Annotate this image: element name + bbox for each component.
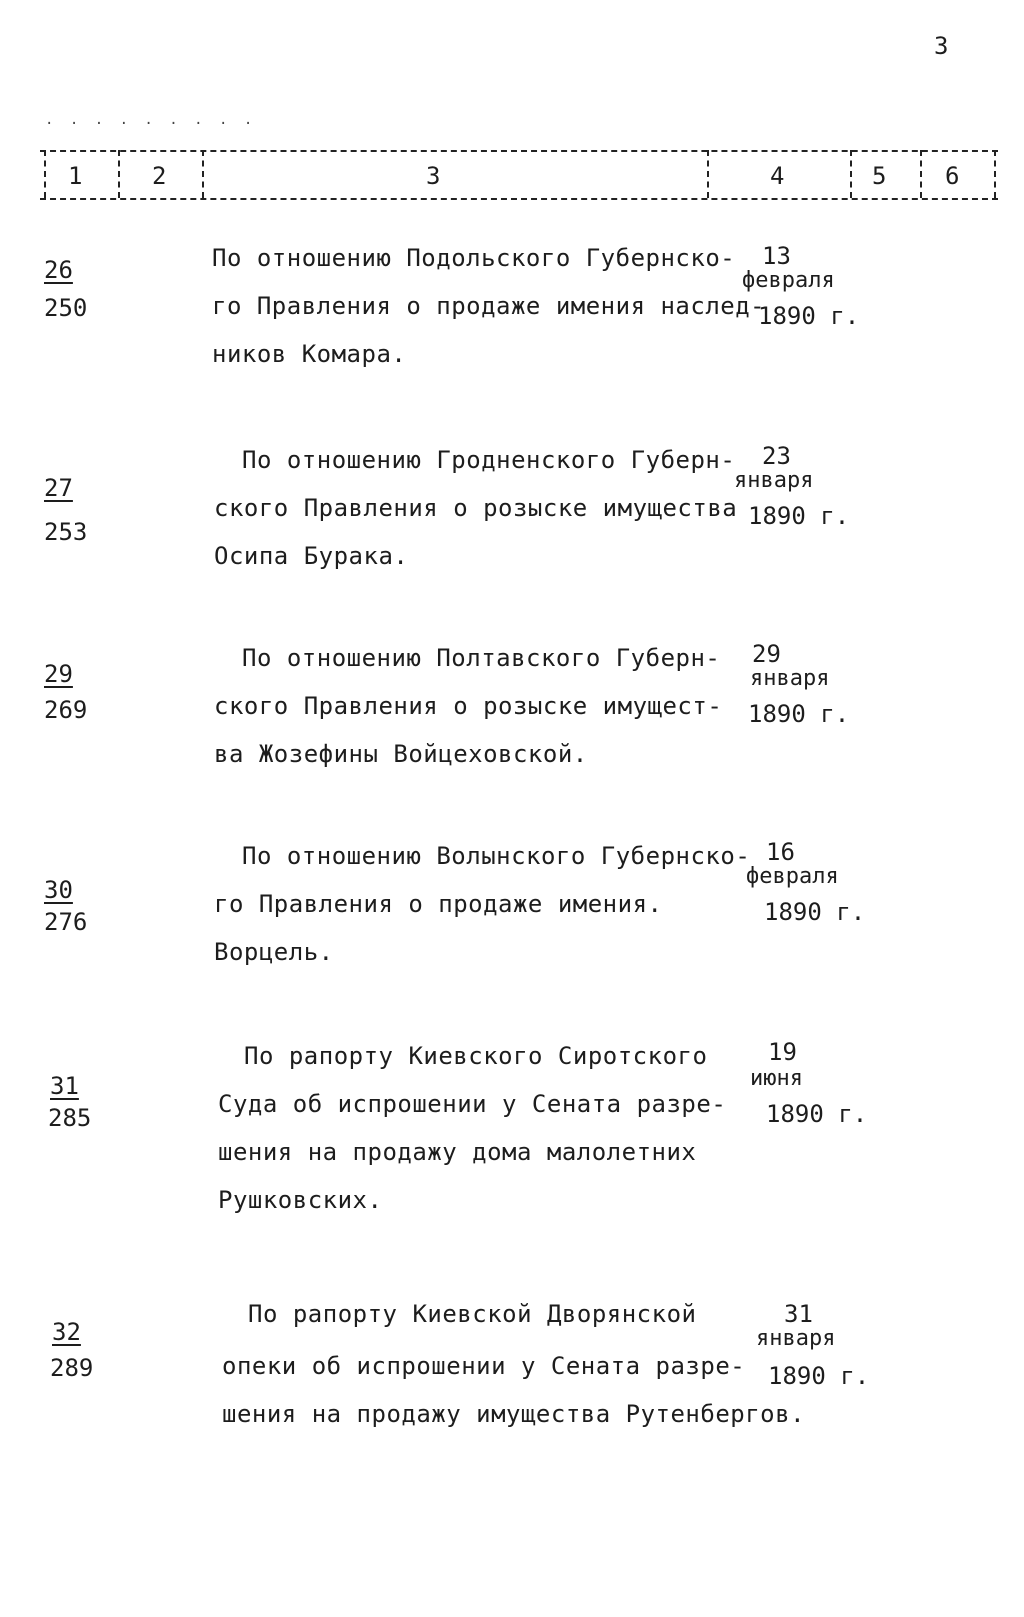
entry-sheet-number: 253 bbox=[44, 518, 88, 546]
entry-text-line: ского Правления о розыске имущест- bbox=[214, 692, 723, 720]
entry-date-day: 23 bbox=[762, 442, 791, 470]
entry-date-year: 1890 г. bbox=[768, 1362, 870, 1390]
entry-number: 30 bbox=[44, 876, 73, 904]
header-separator bbox=[707, 150, 709, 198]
entry-date-day: 19 bbox=[768, 1038, 797, 1066]
entry-date-day: 16 bbox=[766, 838, 795, 866]
header-separator bbox=[118, 150, 120, 198]
entry-text-line: опеки об испрошении у Сената разре- bbox=[222, 1352, 746, 1380]
header-separator bbox=[202, 150, 204, 198]
header-bottom-rule bbox=[40, 198, 998, 200]
entry-text-line: По отношению Полтавского Губерн- bbox=[242, 644, 721, 672]
entry-number: 27 bbox=[44, 474, 73, 502]
entry-text-line: го Правления о продаже имения наслед- bbox=[212, 292, 766, 320]
entry-text-line: Рушковских. bbox=[218, 1186, 383, 1214]
entry-date-month: февраля bbox=[742, 268, 835, 293]
entry-text-line: По рапорту Киевского Сиротского bbox=[244, 1042, 708, 1070]
column-header-2: 2 bbox=[152, 162, 167, 190]
column-header-5: 5 bbox=[872, 162, 887, 190]
entry-text-line: ников Комара. bbox=[212, 340, 407, 368]
entry-text-line: По отношению Волынского Губернско- bbox=[242, 842, 751, 870]
entry-sheet-number: 276 bbox=[44, 908, 88, 936]
entry-text-line: По отношению Подольского Губернско- bbox=[212, 244, 736, 272]
entry-text-line: По рапорту Киевской Дворянской bbox=[248, 1300, 697, 1328]
entry-date-day: 31 bbox=[784, 1300, 813, 1328]
entry-text-line: Осипа Бурака. bbox=[214, 542, 409, 570]
column-header-3: 3 bbox=[426, 162, 441, 190]
header-top-rule bbox=[40, 150, 998, 152]
column-header-1: 1 bbox=[68, 162, 83, 190]
entry-sheet-number: 289 bbox=[50, 1354, 94, 1382]
entry-sheet-number: 250 bbox=[44, 294, 88, 322]
entry-text-line: ского Правления о розыске имущества bbox=[214, 494, 738, 522]
entry-date-month: января bbox=[734, 468, 814, 493]
header-separator bbox=[994, 150, 996, 198]
header-separator bbox=[850, 150, 852, 198]
entry-date-year: 1890 г. bbox=[764, 898, 866, 926]
entry-date-year: 1890 г. bbox=[748, 502, 850, 530]
entry-text-line: Суда об испрошении у Сената разре- bbox=[218, 1090, 727, 1118]
header-separator bbox=[44, 150, 46, 198]
column-header-6: 6 bbox=[945, 162, 960, 190]
entry-number: 26 bbox=[44, 256, 73, 284]
entry-date-month: января bbox=[750, 666, 830, 691]
entry-text-line: шения на продажу дома малолетних bbox=[218, 1138, 697, 1166]
entry-number: 29 bbox=[44, 660, 73, 688]
entry-date-day: 29 bbox=[752, 640, 781, 668]
entry-date-month: июня bbox=[750, 1066, 803, 1091]
entry-date-day: 13 bbox=[762, 242, 791, 270]
page-number: 3 bbox=[934, 32, 949, 60]
entry-date-month: февраля bbox=[746, 864, 839, 889]
entry-text-line: Ворцель. bbox=[214, 938, 334, 966]
entry-number: 32 bbox=[52, 1318, 81, 1346]
entry-text-line: ва Жозефины Войцеховской. bbox=[214, 740, 588, 768]
entry-date-year: 1890 г. bbox=[748, 700, 850, 728]
entry-sheet-number: 269 bbox=[44, 696, 88, 724]
entry-number: 31 bbox=[50, 1072, 79, 1100]
top-dotted-rule: . . . . . . . . . bbox=[45, 112, 257, 128]
entry-text-line: го Правления о продаже имения. bbox=[214, 890, 663, 918]
entry-date-year: 1890 г. bbox=[766, 1100, 868, 1128]
entry-date-month: января bbox=[756, 1326, 836, 1351]
header-separator bbox=[920, 150, 922, 198]
entry-sheet-number: 285 bbox=[48, 1104, 92, 1132]
entry-text-line: шения на продажу имущества Рутенбергов. bbox=[222, 1400, 806, 1428]
entry-text-line: По отношению Гродненского Губерн- bbox=[242, 446, 736, 474]
entry-date-year: 1890 г. bbox=[758, 302, 860, 330]
column-header-4: 4 bbox=[770, 162, 785, 190]
